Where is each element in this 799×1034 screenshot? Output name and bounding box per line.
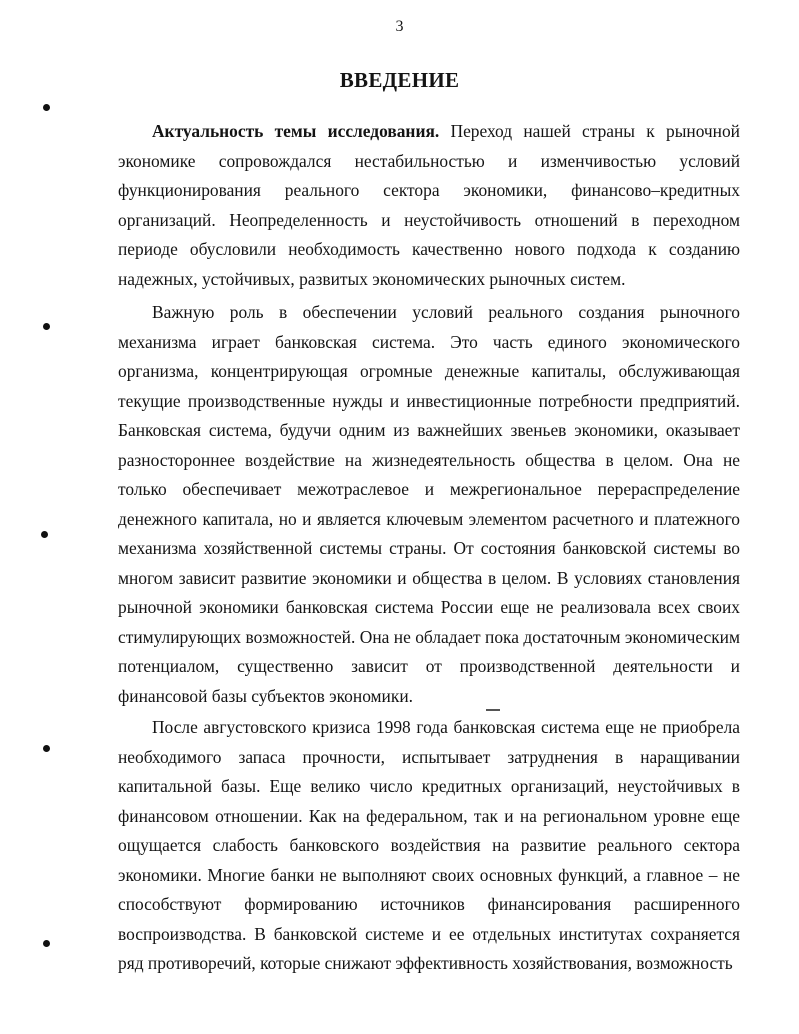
paragraph-lead: Актуальность темы исследования.: [152, 121, 440, 141]
binding-mark-2: [43, 323, 50, 330]
paragraph-text: Переход нашей страны к рыночной экономике сопровождался нестабильностью и изменчивостью условий функционирования реального сектора экономики, финансово–кредитных организаций. Неопределенность и неустойчивость отношений в переходном периоде обусловили необходимость качественно нового подхода к созданию надежных, устойчивых, развитых экономических рыночных систем.: [118, 121, 740, 289]
binding-mark-1: [43, 104, 50, 111]
section-title: ВВЕДЕНИЕ: [339, 68, 460, 92]
paragraph-text: После августовского кризиса 1998 года банковская система еще не приобрела необходимого запаса прочности, испытывает затруднения в наращивании капитальной базы. Еще велико число кредитных организаций, неустойчивых в финансовом отношении. Как на федеральном, так и на региональном уровне еще ощущается слабость банковского воздействия на развитие реального сектора экономики. Многие банки не выполняют своих основных функций, а главное – не способствуют формированию источников финансирования расширенного воспроизводства. В банковской системе и ее отдельных институтах сохраняется ряд противоречий, которые снижают эффективность хозяйствования, возможность: [118, 717, 740, 973]
paragraph-post-crisis: [118, 713, 740, 979]
binding-mark-4: [43, 745, 50, 752]
paragraph-text: Важную роль в обеспечении условий реального создания рыночного механизма играет банковская система. Это часть единого экономического организма, концентрирующая огромные денежные капиталы, обслуживающая текущие производственные нужды и инвестиционные потребности предприятий. Банковская система, будучи одним из важнейших звеньев экономики, оказывает разностороннее воздействие на жизнедеятельность общества в целом. Она не только обеспечивает межотраслевое и межрегиональное перераспределение денежного капитала, но и является ключевым элементом расчетного и платежного механизма хозяйственной системы страны. От состояния банковской системы во многом зависит развитие экономики и общества в целом. В условиях становления рыночной экономики банковская система России еще не реализовала всех своих стимулирующих возможностей. Она не обладает пока достаточным экономическим потенциалом, существенно зависит от производственной деятельности и финансовой базы субъектов экономики.: [118, 302, 740, 706]
binding-mark-3: [41, 531, 48, 538]
paragraph-relevance: [118, 117, 740, 294]
scan-smudge: [486, 709, 500, 711]
paragraph-banking-role: [118, 298, 740, 711]
binding-mark-5: [43, 940, 50, 947]
page-number: 3: [395, 18, 404, 35]
